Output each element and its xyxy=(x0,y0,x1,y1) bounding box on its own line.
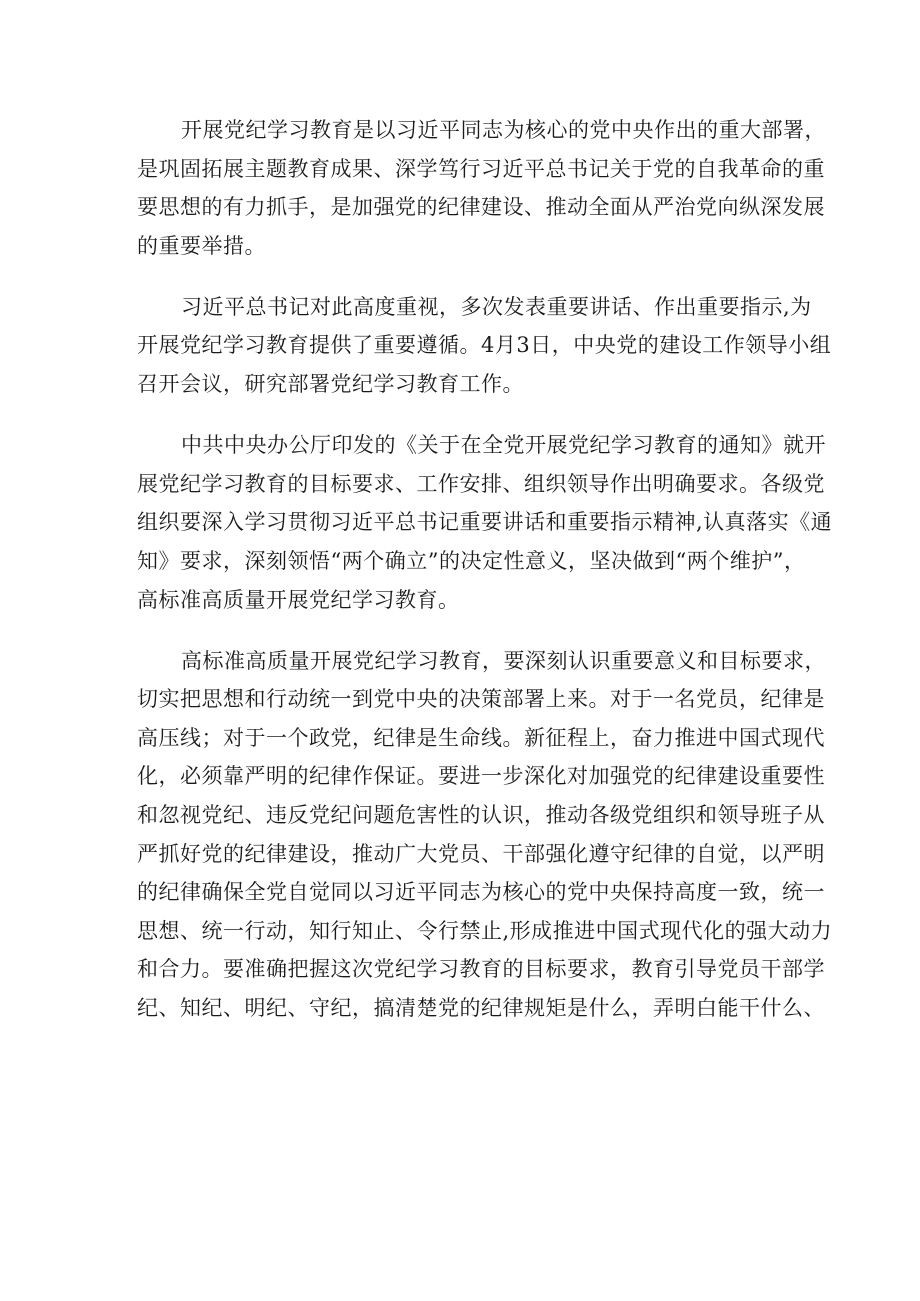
text-line: 严抓好党的纪律建设，推动广大党员、干部强化遵守纪律的自觉，以严明 xyxy=(137,841,825,866)
text-line: 和合力。要准确把握这次党纪学习教育的目标要求，教育引导党员干部学 xyxy=(137,957,825,982)
text-line: 纪、知纪、明纪、守纪，搞清楚党的纪律规矩是什么，弄明白能干什么、 xyxy=(137,995,825,1020)
paragraph-3 xyxy=(137,426,833,619)
paragraph-2 xyxy=(137,288,832,404)
text-line: 的重要举措。 xyxy=(137,233,266,258)
text-line: 思想、统一行动，知行知止、令行禁止,形成推进中国式现代化的强大动力 xyxy=(137,918,833,943)
paragraph-4 xyxy=(137,642,833,1028)
text-line: 开展党纪学习教育是以习近平同志为核心的党中央作出的重大部署， xyxy=(181,118,826,142)
text-line: 高压线；对于一个政党，纪律是生命线。新征程上，奋力推进中国式现代 xyxy=(137,725,825,750)
text-line: 开展党纪学习教育提供了重要遵循。4月3日，中央党的建设工作领导小组 xyxy=(137,333,832,358)
text-line: 高标准高质量开展党纪学习教育，要深刻认识重要意义和目标要求， xyxy=(181,648,826,673)
text-line: 召开会议，研究部署党纪学习教育工作。 xyxy=(137,372,524,397)
text-line: 要思想的有力抓手，是加强党的纪律建设、推动全面从严治党向纵深发展 xyxy=(137,195,825,220)
paragraph-1 xyxy=(137,111,826,265)
text-line: 是巩固拓展主题教育成果、深学笃行习近平总书记关于党的自我革命的重 xyxy=(137,156,825,181)
text-line: 高标准高质量开展党纪学习教育。 xyxy=(137,587,460,612)
text-line: 展党纪学习教育的目标要求、工作安排、组织领导作出明确要求。各级党 xyxy=(137,471,825,496)
text-line: 中共中央办公厅印发的《关于在全党开展党纪学习教育的通知》就开 xyxy=(181,433,826,458)
text-line: 的纪律确保全党自觉同以习近平同志为核心的党中央保持高度一致，统一 xyxy=(137,880,825,905)
text-line: 切实把思想和行动统一到党中央的决策部署上来。对于一名党员，纪律是 xyxy=(137,687,825,712)
text-line: 习近平总书记对此高度重视，多次发表重要讲话、作出重要指示,为 xyxy=(181,294,812,319)
document-body xyxy=(137,111,833,1050)
text-line: 和忽视党纪、违反党纪问题危害性的认识，推动各级党组织和领导班子从 xyxy=(137,803,825,827)
text-line: 组织要深入学习贯彻习近平总书记重要讲话和重要指示精神,认真落实《通 xyxy=(137,510,833,535)
text-line: 知》要求，深刻领悟“两个确立”的决定性意义，坚决做到“两个维护”， xyxy=(137,548,806,573)
text-line: 化，必须靠严明的纪律作保证。要进一步深化对加强党的纪律建设重要性 xyxy=(137,764,825,789)
